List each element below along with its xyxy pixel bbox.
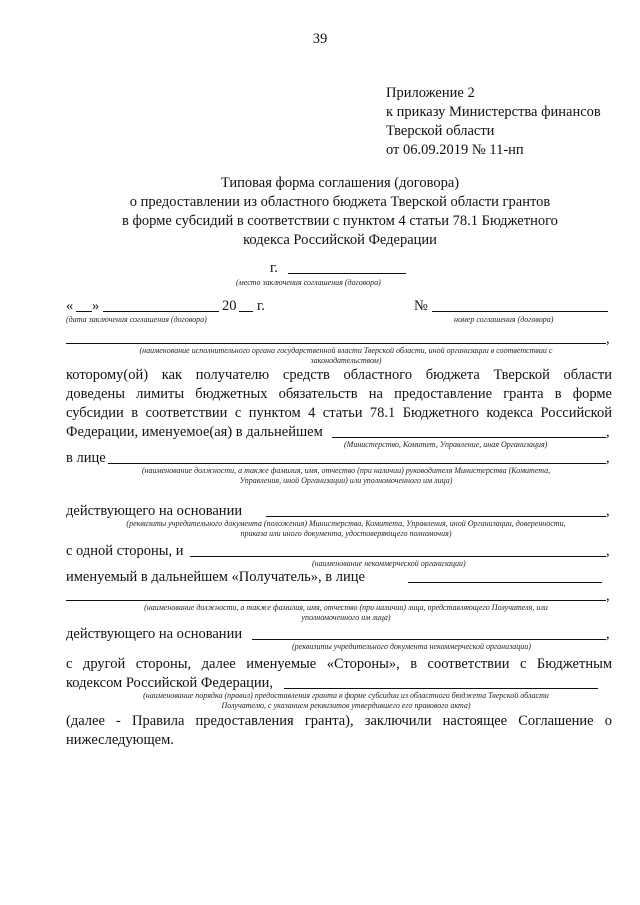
appendix-line-2: к приказу Министерства финансов	[386, 104, 601, 120]
basis2-comma: ,	[606, 626, 610, 642]
basis1-caption-1: (реквизиты учредительного документа (положения) Министерства, Комитета, Управления, иной Организации, доверенности,	[126, 519, 566, 528]
title-line-1: Типовая форма соглашения (договора)	[220, 175, 460, 191]
number-caption: номер соглашения (договора)	[454, 315, 554, 324]
date-quote-close: »	[92, 298, 100, 314]
recipient-inline-field-line[interactable]	[408, 582, 602, 583]
closing-line-2: нижеследующем.	[66, 732, 174, 748]
para1-line-1: которому(ой) как получателю средств областного бюджета Тверской области	[66, 367, 612, 383]
basis2-prefix: действующего на основании	[66, 626, 243, 642]
date-quote-open: «	[66, 298, 74, 314]
side2-line-1: с другой стороны, далее именуемые «Стороны», в соответствии с Бюджетным	[66, 656, 612, 672]
para1-line-4: Федерации, именуемое(ая) в дальнейшем	[66, 424, 323, 440]
para1-caption: (Министерство, Комитет, Управление, иная Организация)	[344, 440, 548, 449]
side2-caption-2: Получателю, с указанием реквизитов утвердившего его правового акта)	[221, 701, 471, 710]
para1-line-2: доведены лимиты бюджетных обязательств на предоставление гранта в форме	[66, 386, 612, 402]
basis2-caption: (реквизиты учредительного документа некоммерческой организации)	[292, 642, 531, 651]
place-field-line[interactable]	[288, 273, 406, 274]
designation-field-line[interactable]	[332, 437, 606, 438]
month-field-line[interactable]	[103, 311, 219, 312]
date-caption: (дата заключения соглашения (договора)	[66, 315, 207, 324]
person-caption-1: (наименование должности, а также фамилия, имя, отчество (при наличии) руководителя Министерства (Комитета,	[141, 466, 551, 475]
year-field-line[interactable]	[239, 311, 253, 312]
appendix-line-1: Приложение 2	[386, 85, 475, 101]
authority-caption-2: законодательством)	[310, 356, 382, 365]
number-field-line[interactable]	[432, 311, 608, 312]
year-suffix: г.	[257, 298, 265, 314]
place-caption: (место заключения соглашения (договора)	[236, 278, 381, 287]
recipient-caption-1: (наименование должности, а также фамилия, имя, отчество (при наличии) лица, представляющего Получателя, или	[144, 603, 548, 612]
year-prefix: 20	[222, 298, 237, 314]
side1-field-line[interactable]	[190, 556, 606, 557]
authority-comma: ,	[606, 331, 610, 347]
recipient-field-line[interactable]	[66, 600, 606, 601]
basis1-prefix: действующего на основании	[66, 503, 243, 519]
basis1-field-line[interactable]	[266, 516, 606, 517]
closing-line-1: (далее - Правила предоставления гранта), заключили настоящее Соглашение о	[66, 713, 612, 729]
authority-field-line[interactable]	[66, 343, 606, 344]
side2-caption-1: (наименование порядка (правил) предоставления гранта в форме субсидии из областного бюджета Тверской области	[143, 691, 549, 700]
para1-comma: ,	[606, 424, 610, 440]
side1-comma: ,	[606, 543, 610, 559]
person-prefix: в лице	[66, 450, 106, 466]
person-caption-2: Управления, иной Организации) или уполномоченного им лица)	[239, 476, 453, 485]
title-line-2: о предоставлении из областного бюджета Тверской области грантов	[129, 194, 551, 210]
place-prefix: г.	[270, 260, 278, 276]
authority-caption-1: (наименование исполнительного органа государственной власти Тверской области, иной организации в соответствии с	[139, 346, 553, 355]
day-field-line[interactable]	[76, 311, 92, 312]
person-field-line[interactable]	[108, 463, 606, 464]
page-number: 39	[312, 31, 328, 47]
side1-caption: (наименование некоммерческой организации)	[312, 559, 466, 568]
side2-line-2: кодексом Российской Федерации,	[66, 675, 274, 691]
para1-line-3: субсидии в соответствии с пунктом 4 статьи 78.1 Бюджетного кодекса Российской	[66, 405, 612, 421]
appendix-line-4: от 06.09.2019 № 11-нп	[386, 142, 524, 158]
side1-prefix: с одной стороны, и	[66, 543, 184, 559]
recipient-text: именуемый в дальнейшем «Получатель», в лице	[66, 569, 365, 585]
rules-field-line[interactable]	[284, 688, 598, 689]
title-line-3: в форме субсидий в соответствии с пунктом 4 статьи 78.1 Бюджетного	[122, 213, 558, 229]
basis2-field-line[interactable]	[252, 639, 606, 640]
person-comma: ,	[606, 450, 610, 466]
recipient-caption-2: уполномоченного им лица)	[301, 613, 391, 622]
recipient-comma: ,	[606, 588, 610, 604]
number-sign: №	[414, 298, 428, 314]
appendix-line-3: Тверской области	[386, 123, 495, 139]
basis1-comma: ,	[606, 503, 610, 519]
basis1-caption-2: приказа или иного документа, удостоверяющего полномочия)	[240, 529, 452, 538]
title-line-4: кодекса Российской Федерации	[243, 232, 437, 248]
